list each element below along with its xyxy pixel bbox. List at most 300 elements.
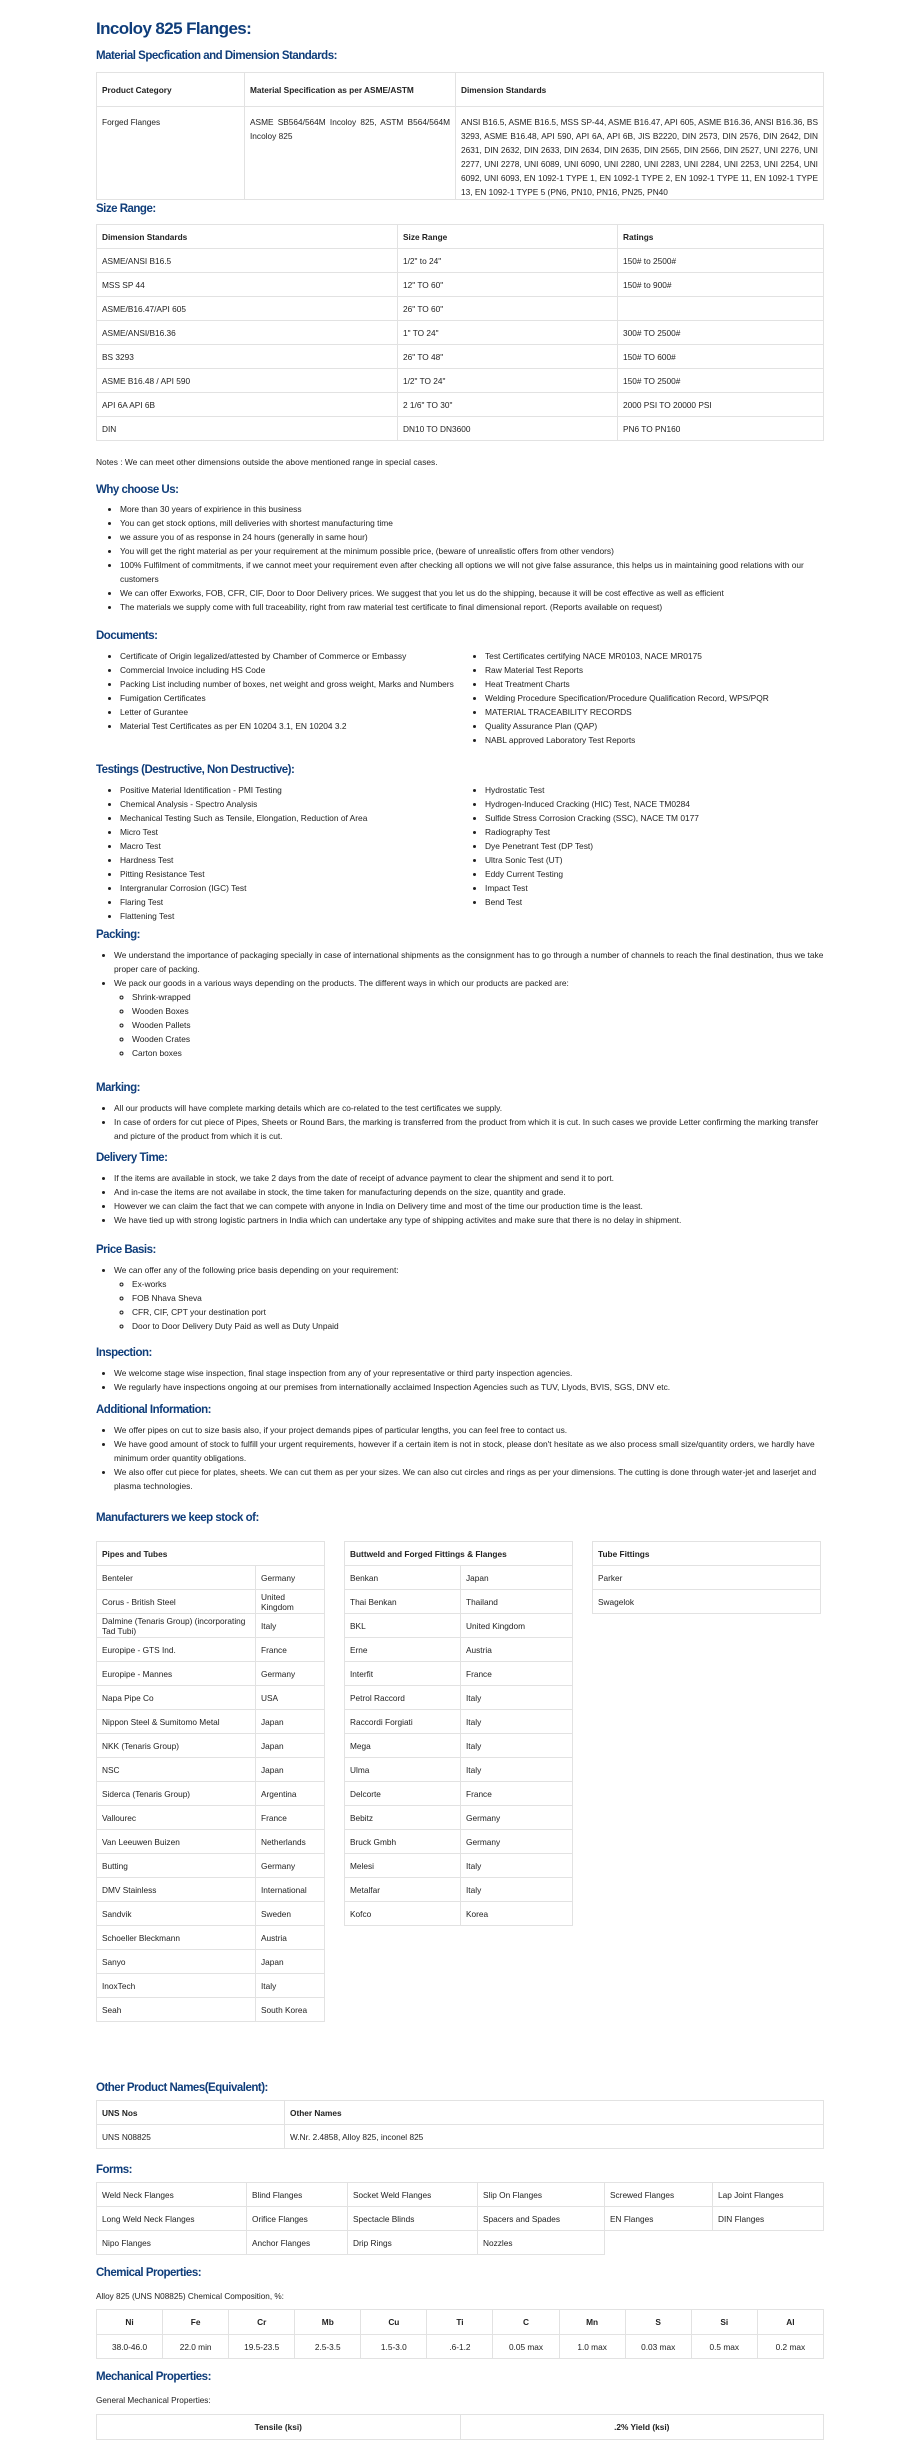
manufacturer-name: Bruck Gmbh: [345, 1830, 461, 1854]
list-item: • We can offer Exworks, FOB, CFR, CIF, Door to Door Delivery prices. We suggest that you let us do the shipping, because it will be cost effective as well as efficient: [120, 586, 824, 600]
form-cell: Lap Joint Flanges: [713, 2183, 824, 2207]
price-basis-sub-list: [114, 1277, 824, 1333]
form-cell: Drip Rings: [348, 2231, 478, 2255]
table-row: [97, 1998, 325, 2022]
table-row: [97, 2207, 824, 2231]
table-row: [97, 1662, 325, 1686]
manufacturer-name: Dalmine (Tenaris Group) (incorporating Tad Tubi): [97, 1614, 256, 1638]
list-item: • If the items are available in stock, we take 2 days from the date of receipt of advance payment to clear the shipment and send it to port.: [114, 1171, 824, 1185]
list-item: • we assure you of as response in 24 hours (generally in same hour): [120, 530, 824, 544]
list-item: • Macro Test: [120, 839, 459, 853]
cell: 12" TO 60": [398, 273, 618, 297]
heading-inspection: Inspection:: [96, 1347, 152, 1359]
element-value: 0.5 max: [691, 2335, 757, 2359]
cell: ASME/ANSI/B16.36: [97, 321, 398, 345]
col-header: Product Category: [97, 73, 245, 107]
cell: DIN: [97, 417, 398, 441]
manufacturer-country: South Korea: [256, 1998, 325, 2022]
manufacturer-country: International: [256, 1878, 325, 1902]
table-row: [345, 1590, 573, 1614]
element-value: .6-1.2: [427, 2335, 493, 2359]
additional-list: [96, 1423, 824, 1493]
form-cell: Anchor Flanges: [247, 2231, 348, 2255]
table-header-row: [97, 225, 824, 249]
element-value: 38.0-46.0: [97, 2335, 163, 2359]
price-basis-list: [96, 1263, 824, 1333]
cell: 1" TO 24": [398, 321, 618, 345]
cell: ASME SB564/564M Incoloy 825, ASTM B564/564M Incoloy 825: [245, 107, 456, 200]
col-header: Tube Fittings: [593, 1542, 821, 1566]
manufacturer-country: Netherlands: [256, 1830, 325, 1854]
list-item: • MATERIAL TRACEABILITY RECORDS: [485, 705, 824, 719]
manufacturer-name: BKL: [345, 1614, 461, 1638]
element-value: 2.5-3.5: [295, 2335, 361, 2359]
list-item: • Welding Procedure Specification/Procedure Qualification Record, WPS/PQR: [485, 691, 824, 705]
manufacturer-country: Germany: [461, 1806, 573, 1830]
manufacturer-country: France: [461, 1782, 573, 1806]
list-item: • Ultra Sonic Test (UT): [485, 853, 824, 867]
heading-additional: Additional Information:: [96, 1404, 211, 1416]
why-choose-list: [96, 502, 824, 614]
manufacturer-name: Metalfar: [345, 1878, 461, 1902]
element-value: 22.0 min: [163, 2335, 229, 2359]
list-item: • Hardness Test: [120, 853, 459, 867]
table-row: [97, 369, 824, 393]
list-item: • However we can claim the fact that we can compete with anyone in India on Delivery time and most of the time our production time is the least.: [114, 1199, 824, 1213]
table-row: [593, 1590, 821, 1614]
other-names-table: [96, 2100, 824, 2149]
list-item: • We have good amount of stock to fulfill your urgent requirements, however if a certain item is not in stock, please don't hesitate as we also process small size/quantity orders, we hardly have minimum order quantity obligations.: [114, 1437, 824, 1465]
form-cell: Weld Neck Flanges: [97, 2183, 247, 2207]
cell: 2000 PSI TO 20000 PSI: [618, 393, 824, 417]
cell: 150# TO 600#: [618, 345, 824, 369]
col-header: Tensile (ksi): [97, 2415, 461, 2440]
element-value: 1.5-3.0: [361, 2335, 427, 2359]
list-item: ◦ Wooden Pallets: [132, 1018, 824, 1032]
table-row: [97, 2183, 824, 2207]
manufacturer-country: United Kingdom: [256, 1590, 325, 1614]
cell: ASME/B16.47/API 605: [97, 297, 398, 321]
documents-columns: [96, 649, 824, 747]
list-item: • Flaring Test: [120, 895, 459, 909]
col-header: Dimension Standards: [456, 73, 824, 107]
table-header-row: [345, 1542, 573, 1566]
list-item: • We understand the importance of packaging specially in case of international shipments as the consignment has to go through a number of channels to reach the final destination, thus we take proper care of packing.: [114, 948, 824, 976]
element-value: 0.05 max: [493, 2335, 559, 2359]
manufacturer-name: NSC: [97, 1758, 256, 1782]
list-item: • Eddy Current Testing: [485, 867, 824, 881]
manufacturer-name: Nippon Steel & Sumitomo Metal: [97, 1710, 256, 1734]
manufacturer-name: InoxTech: [97, 1974, 256, 1998]
list-item: • More than 30 years of expirience in this business: [120, 502, 824, 516]
table-row: [97, 1902, 325, 1926]
table-row: [345, 1686, 573, 1710]
table-row: [97, 107, 824, 200]
pipes-tubes-table: [96, 1541, 325, 2022]
manufacturer-name: Napa Pipe Co: [97, 1686, 256, 1710]
table-row: [97, 1758, 325, 1782]
cell: ANSI B16.5, ASME B16.5, MSS SP-44, ASME B16.47, API 605, ASME B16.36, ANSI B16.36, BS 3293, ASME B16.48, API 590, API 6A, API 6B, JIS B2220, DIN 2573, DIN 2576, DIN 2642, DIN 2631, DIN 2632, DIN 2633, DIN 2634, DIN 2635, DIN 2565, DIN 2566, DIN 2527, UNI 2276, UNI 2277, UNI 2278, UNI 6089, UNI 6090, UNI 2280, UNI 2283, UNI 2284, UNI 2253, UNI 2254, UNI 6092, UNI 6093, EN 1092-1 TYPE 1, EN 1092-1 TYPE 2, EN 1092-1 TYPE 11, EN 1092-1 TYPE 13, EN 1092-1 TYPE 5 (PN6, PN10, PN16, PN25, PN40: [456, 107, 824, 200]
table-row: [345, 1638, 573, 1662]
table-row: [97, 1782, 325, 1806]
cell: 300# TO 2500#: [618, 321, 824, 345]
table-row: [97, 297, 824, 321]
manufacturer-name: Thai Benkan: [345, 1590, 461, 1614]
table-row: [97, 2231, 824, 2255]
fittings-flanges-table: [344, 1541, 573, 1926]
list-item: ◦ Door to Door Delivery Duty Paid as well as Duty Unpaid: [132, 1319, 824, 1333]
table-row: [97, 273, 824, 297]
size-range-note: Notes : We can meet other dimensions outside the above mentioned range in special cases.: [96, 457, 438, 467]
mechanical-subtitle: General Mechanical Properties:: [96, 2396, 211, 2405]
table-row: [345, 1854, 573, 1878]
manufacturer-name: Swagelok: [593, 1590, 821, 1614]
manufacturer-name: Petrol Raccord: [345, 1686, 461, 1710]
manufacturer-country: Germany: [256, 1854, 325, 1878]
list-item: • Packing List including number of boxes, net weight and gross weight, Marks and Numbers: [120, 677, 459, 691]
manufacturer-name: Benteler: [97, 1566, 256, 1590]
element-header: C: [493, 2310, 559, 2335]
list-item: • Bend Test: [485, 895, 824, 909]
table-row: [345, 1902, 573, 1926]
cell: [618, 297, 824, 321]
list-item: • Chemical Analysis - Spectro Analysis: [120, 797, 459, 811]
cell: BS 3293: [97, 345, 398, 369]
cell: ASME B16.48 / API 590: [97, 369, 398, 393]
element-header: Al: [757, 2310, 823, 2335]
table-row: [97, 1590, 325, 1614]
cell: PN6 TO PN160: [618, 417, 824, 441]
packing-sub-list: [114, 990, 824, 1060]
form-cell: Nozzles: [478, 2231, 605, 2255]
cell: DN10 TO DN3600: [398, 417, 618, 441]
manufacturer-name: Parker: [593, 1566, 821, 1590]
manufacturer-country: USA: [256, 1686, 325, 1710]
mechanical-table: [96, 2414, 824, 2440]
list-item: • In case of orders for cut piece of Pipes, Sheets or Round Bars, the marking is transferred from the product from which it is cut. In such cases we provide Letter confirming the marking transfer and picture of the product from which it is cut.: [114, 1115, 824, 1143]
list-item: • Test Certificates certifying NACE MR0103, NACE MR0175: [485, 649, 824, 663]
list-item: • Dye Penetrant Test (DP Test): [485, 839, 824, 853]
table-row: [97, 1566, 325, 1590]
table-row: [345, 1662, 573, 1686]
list-item: • Fumigation Certificates: [120, 691, 459, 705]
heading-manufacturers: Manufacturers we keep stock of:: [96, 1512, 259, 1524]
table-header-row: [97, 2101, 824, 2125]
list-item: • Material Test Certificates as per EN 10204 3.1, EN 10204 3.2: [120, 719, 459, 733]
table-row: [345, 1830, 573, 1854]
list-item: • Letter of Gurantee: [120, 705, 459, 719]
marking-list: [96, 1101, 824, 1143]
manufacturer-name: Melesi: [345, 1854, 461, 1878]
list-item: ◦ CFR, CIF, CPT your destination port: [132, 1305, 824, 1319]
chemical-subtitle: Alloy 825 (UNS N08825) Chemical Composition, %:: [96, 2292, 284, 2301]
table-row: [345, 1758, 573, 1782]
list-item: • Heat Treatment Charts: [485, 677, 824, 691]
col-header: Dimension Standards: [97, 225, 398, 249]
manufacturer-country: Italy: [461, 1854, 573, 1878]
manufacturer-name: Europipe - Mannes: [97, 1662, 256, 1686]
col-header: Pipes and Tubes: [97, 1542, 325, 1566]
element-value: 0.03 max: [625, 2335, 691, 2359]
list-item: • And in-case the items are not availabe in stock, the time taken for manufacturing depends on the size, quantity and grade.: [114, 1185, 824, 1199]
size-range-table: [96, 224, 824, 441]
list-item: • You can get stock options, mill deliveries with shortest manufacturing time: [120, 516, 824, 530]
chemical-table: [96, 2309, 824, 2359]
list-item: • We have tied up with strong logistic partners in India which can undertake any type of shipping activites and make sure that there is no delay in shipment.: [114, 1213, 824, 1227]
list-item: • The materials we supply come with full traceability, right from raw material test certificate to final dimensional report. (Reports available on request): [120, 600, 824, 614]
list-item: • Commercial Invoice including HS Code: [120, 663, 459, 677]
table-row: [97, 1878, 325, 1902]
heading-other-names: Other Product Names(Equivalent):: [96, 2082, 268, 2094]
list-item: • Certificate of Origin legalized/attested by Chamber of Commerce or Embassy: [120, 649, 459, 663]
testings-columns: [96, 783, 824, 923]
list-item: • Impact Test: [485, 881, 824, 895]
table-row: [97, 1830, 325, 1854]
table-row: [97, 1950, 325, 1974]
list-item: • Mechanical Testing Such as Tensile, Elongation, Reduction of Area: [120, 811, 459, 825]
col-header: .2% Yield (ksi): [460, 2415, 824, 2440]
element-header: Cr: [229, 2310, 295, 2335]
form-cell: Nipo Flanges: [97, 2231, 247, 2255]
cell: 150# to 900#: [618, 273, 824, 297]
manufacturer-country: Germany: [256, 1662, 325, 1686]
manufacturer-country: France: [461, 1662, 573, 1686]
manufacturer-country: Austria: [256, 1926, 325, 1950]
form-cell: Screwed Flanges: [605, 2183, 713, 2207]
heading-price-basis: Price Basis:: [96, 1244, 156, 1256]
form-cell: Long Weld Neck Flanges: [97, 2207, 247, 2231]
col-header: Other Names: [285, 2101, 824, 2125]
manufacturer-name: Mega: [345, 1734, 461, 1758]
list-item: • Micro Test: [120, 825, 459, 839]
cell: 150# to 2500#: [618, 249, 824, 273]
list-item: • Flattening Test: [120, 909, 459, 923]
cell: ASME/ANSI B16.5: [97, 249, 398, 273]
heading-size-range: Size Range:: [96, 203, 156, 215]
documents-list-right: [459, 649, 824, 747]
table-row: [97, 1974, 325, 1998]
table-header-row: [97, 2310, 824, 2335]
testings-list-left: [96, 783, 459, 923]
table-row: [97, 345, 824, 369]
delivery-list: [96, 1171, 824, 1227]
list-item: • You will get the right material as per your requirement at the minimum possible price, (beware of unrealistic offers from other vendors): [120, 544, 824, 558]
table-header-row: [593, 1542, 821, 1566]
table-header-row: [97, 2415, 824, 2440]
heading-documents: Documents:: [96, 630, 158, 642]
table-row: [97, 1806, 325, 1830]
table-header-row: [97, 1542, 325, 1566]
table-row: [97, 417, 824, 441]
inspection-list: [96, 1366, 824, 1394]
manufacturer-country: Italy: [461, 1878, 573, 1902]
tube-fittings-table: [592, 1541, 821, 1614]
manufacturer-country: Japan: [256, 1758, 325, 1782]
cell: W.Nr. 2.4858, Alloy 825, inconel 825: [285, 2125, 824, 2149]
table-row: [97, 1926, 325, 1950]
element-value: 19.5-23.5: [229, 2335, 295, 2359]
table-row: [97, 2335, 824, 2359]
list-item: ◦ Wooden Boxes: [132, 1004, 824, 1018]
manufacturer-country: Argentina: [256, 1782, 325, 1806]
manufacturer-name: Butting: [97, 1854, 256, 1878]
manufacturer-country: Italy: [461, 1734, 573, 1758]
form-cell: Blind Flanges: [247, 2183, 348, 2207]
manufacturer-name: Corus - British Steel: [97, 1590, 256, 1614]
table-row: [345, 1782, 573, 1806]
table-row: [97, 321, 824, 345]
manufacturer-country: France: [256, 1806, 325, 1830]
list-item: • Hydrogen-Induced Cracking (HIC) Test, NACE TM0284: [485, 797, 824, 811]
manufacturer-name: Siderca (Tenaris Group): [97, 1782, 256, 1806]
cell: 1/2" to 24": [398, 249, 618, 273]
list-item: • Sulfide Stress Corrosion Cracking (SSC), NACE TM 0177: [485, 811, 824, 825]
documents-list-left: [96, 649, 459, 747]
cell: 150# TO 2500#: [618, 369, 824, 393]
form-cell: Spacers and Spades: [478, 2207, 605, 2231]
form-cell: Slip On Flanges: [478, 2183, 605, 2207]
manufacturer-name: DMV Stainless: [97, 1878, 256, 1902]
cell: 2 1/6" TO 30": [398, 393, 618, 417]
manufacturer-country: Thailand: [461, 1590, 573, 1614]
list-item: • We offer pipes on cut to size basis also, if your project demands pipes of particular lengths, you can feel free to contact us.: [114, 1423, 824, 1437]
list-item-text: We can offer any of the following price basis depending on your requirement:: [114, 1265, 399, 1275]
manufacturer-country: Japan: [256, 1950, 325, 1974]
list-item: • Pitting Resistance Test: [120, 867, 459, 881]
cell: 26" TO 48": [398, 345, 618, 369]
element-header: Ni: [97, 2310, 163, 2335]
heading-marking: Marking:: [96, 1082, 140, 1094]
manufacturer-country: United Kingdom: [461, 1614, 573, 1638]
manufacturer-country: Japan: [461, 1566, 573, 1590]
table-row: [97, 1686, 325, 1710]
list-item: • Positive Material Identification - PMI Testing: [120, 783, 459, 797]
manufacturer-country: Germany: [461, 1830, 573, 1854]
element-header: Fe: [163, 2310, 229, 2335]
manufacturer-country: Korea: [461, 1902, 573, 1926]
heading-mechanical: Mechanical Properties:: [96, 2371, 211, 2383]
element-header: Mb: [295, 2310, 361, 2335]
form-cell: Orifice Flanges: [247, 2207, 348, 2231]
manufacturer-name: Erne: [345, 1638, 461, 1662]
manufacturer-name: Ulma: [345, 1758, 461, 1782]
element-header: Si: [691, 2310, 757, 2335]
table-row: [97, 1614, 325, 1638]
cell: UNS N08825: [97, 2125, 285, 2149]
list-item: [114, 976, 824, 1060]
manufacturer-name: NKK (Tenaris Group): [97, 1734, 256, 1758]
heading-packing: Packing:: [96, 929, 140, 941]
manufacturer-name: Vallourec: [97, 1806, 256, 1830]
form-cell: EN Flanges: [605, 2207, 713, 2231]
manufacturer-country: France: [256, 1638, 325, 1662]
manufacturer-name: Benkan: [345, 1566, 461, 1590]
list-item: • NABL approved Laboratory Test Reports: [485, 733, 824, 747]
manufacturer-country: Italy: [461, 1758, 573, 1782]
table-row: [97, 393, 824, 417]
cell: 1/2" TO 24": [398, 369, 618, 393]
cell: MSS SP 44: [97, 273, 398, 297]
manufacturer-country: Germany: [256, 1566, 325, 1590]
forms-table: [96, 2182, 824, 2255]
list-item: • Intergranular Corrosion (IGC) Test: [120, 881, 459, 895]
col-header: UNS Nos: [97, 2101, 285, 2125]
list-item: ◦ Ex-works: [132, 1277, 824, 1291]
heading-delivery: Delivery Time:: [96, 1152, 168, 1164]
element-header: Ti: [427, 2310, 493, 2335]
list-item: ◦ Wooden Crates: [132, 1032, 824, 1046]
list-item: • Raw Material Test Reports: [485, 663, 824, 677]
col-header: Ratings: [618, 225, 824, 249]
form-cell: Spectacle Blinds: [348, 2207, 478, 2231]
material-spec-table: [96, 72, 824, 200]
list-item: • We welcome stage wise inspection, final stage inspection from any of your representative or third party inspection agencies.: [114, 1366, 824, 1380]
form-cell: DIN Flanges: [713, 2207, 824, 2231]
table-row: [345, 1566, 573, 1590]
manufacturer-country: Japan: [256, 1734, 325, 1758]
list-item: • Quality Assurance Plan (QAP): [485, 719, 824, 733]
table-row: [97, 2125, 824, 2149]
list-item-text: We pack our goods in a various ways depending on the products. The different ways in which our products are packed are:: [114, 978, 569, 988]
list-item: ◦ FOB Nhava Sheva: [132, 1291, 824, 1305]
list-item: • All our products will have complete marking details which are co-related to the test certificates we supply.: [114, 1101, 824, 1115]
table-row: [97, 1854, 325, 1878]
manufacturer-name: Sandvik: [97, 1902, 256, 1926]
list-item: • Hydrostatic Test: [485, 783, 824, 797]
list-item: • We also offer cut piece for plates, sheets. We can cut them as per your sizes. We can also cut circles and rings as per your dimensions. The cutting is done through water-jet and laserjet and plasma technologies.: [114, 1465, 824, 1493]
heading-chemical: Chemical Properties:: [96, 2267, 202, 2279]
element-value: 0.2 max: [757, 2335, 823, 2359]
manufacturer-country: Italy: [256, 1974, 325, 1998]
table-row: [345, 1710, 573, 1734]
manufacturer-country: Italy: [256, 1614, 325, 1638]
manufacturer-name: Europipe - GTS Ind.: [97, 1638, 256, 1662]
manufacturer-name: Seah: [97, 1998, 256, 2022]
heading-forms: Forms:: [96, 2164, 132, 2176]
col-header: Size Range: [398, 225, 618, 249]
manufacturer-country: Japan: [256, 1710, 325, 1734]
element-header: Mn: [559, 2310, 625, 2335]
list-item: ◦ Carton boxes: [132, 1046, 824, 1060]
list-item: • Radiography Test: [485, 825, 824, 839]
manufacturer-name: Bebitz: [345, 1806, 461, 1830]
list-item: • We regularly have inspections ongoing at our premises from internationally acclaimed Inspection Agencies such as TUV, Llyods, BVIS, SGS, DNV etc.: [114, 1380, 824, 1394]
table-row: [97, 1710, 325, 1734]
manufacturer-country: Sweden: [256, 1902, 325, 1926]
manufacturer-name: Van Leeuwen Buizen: [97, 1830, 256, 1854]
manufacturer-country: Austria: [461, 1638, 573, 1662]
heading-why-choose: Why choose Us:: [96, 484, 179, 496]
manufacturer-name: Raccordi Forgiati: [345, 1710, 461, 1734]
manufacturer-name: Kofco: [345, 1902, 461, 1926]
manufacturer-name: Delcorte: [345, 1782, 461, 1806]
manufacturer-name: Sanyo: [97, 1950, 256, 1974]
element-header: S: [625, 2310, 691, 2335]
list-item: ◦ Shrink-wrapped: [132, 990, 824, 1004]
manufacturer-country: Italy: [461, 1686, 573, 1710]
heading-material-spec: Material Specfication and Dimension Standards:: [96, 50, 337, 62]
cell: Forged Flanges: [97, 107, 245, 200]
table-row: [345, 1614, 573, 1638]
testings-list-right: [459, 783, 824, 923]
manufacturer-country: Italy: [461, 1710, 573, 1734]
element-value: 1.0 max: [559, 2335, 625, 2359]
page-title: Incoloy 825 Flanges:: [96, 19, 252, 38]
table-header-row: [97, 73, 824, 107]
table-row: [345, 1878, 573, 1902]
manufacturer-name: Schoeller Bleckmann: [97, 1926, 256, 1950]
table-row: [593, 1566, 821, 1590]
